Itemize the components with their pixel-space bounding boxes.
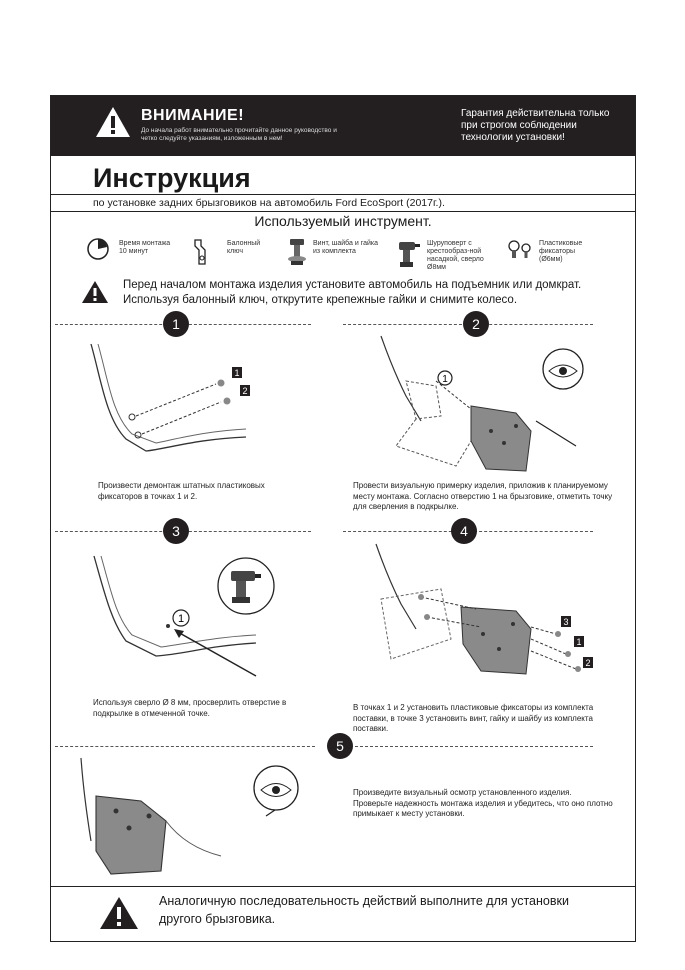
instruction-sheet <box>50 95 636 942</box>
step5-illustration <box>71 756 341 886</box>
step1-illustration <box>86 339 326 469</box>
eye-inspect-icon <box>254 766 298 810</box>
step-number: 5 <box>327 733 353 759</box>
tool-label: Винт, шайба и гайка из комплекта <box>313 240 379 255</box>
marker-label: 1 <box>442 374 448 385</box>
warning-triangle-icon <box>99 896 139 930</box>
tool-label: Время монтажа 10 минут <box>119 240 171 255</box>
step-caption: Произвести демонтаж штатных пластиковых фиксаторов в точках 1 и 2. <box>98 481 265 501</box>
subtitle-divider <box>51 211 635 212</box>
marker-badge <box>583 657 593 668</box>
step-caption: Произведите визуальный осмотр установленного изделия. Проверьте надежность монтажа изделия и убедитесь, что оно плотно примыкает к месту установки. <box>353 788 613 818</box>
tool-label: Пластиковые фиксаторы (Ø6мм) <box>539 240 583 263</box>
step-caption: Используя сверло Ø 8 мм, просверлить отверстие в подкрылке в отмеченной точке. <box>93 698 287 718</box>
clip-icon <box>507 238 533 260</box>
drill-icon <box>397 238 421 268</box>
step-caption: В точках 1 и 2 установить пластиковые фиксаторы из комплекта поставки, в точке 3 установить винт, гайку и шайбу из комплекта поставки. <box>353 703 594 733</box>
divider <box>355 746 593 747</box>
clock-icon <box>87 238 109 260</box>
marker-label: 2 <box>585 658 591 668</box>
step2-illustration <box>376 331 616 481</box>
title-divider <box>51 194 635 195</box>
step-number: 3 <box>163 518 189 544</box>
bolt-icon <box>287 238 307 266</box>
tools-title: Используемый инструмент. <box>254 213 432 229</box>
marker-badge <box>574 636 584 647</box>
step4-illustration <box>371 539 621 689</box>
step3-illustration <box>86 551 326 701</box>
final-note-text: Аналогичную последовательность действий выполните для установки другого брызговика. <box>159 894 569 926</box>
drill-icon <box>218 558 274 614</box>
eye-inspect-icon <box>543 349 583 389</box>
step-number: 1 <box>163 311 189 337</box>
guarantee-text: Гарантия действительна только при строгом соблюдении технологии установки! <box>461 108 610 143</box>
marker-label: 1 <box>576 637 582 647</box>
warning-triangle-icon <box>81 280 109 304</box>
marker-label: 1 <box>234 368 240 378</box>
tool-label: Шуруповерт с крестообраз-ной насадкой, сверло Ø8мм <box>427 240 484 271</box>
marker-label: 2 <box>242 386 248 396</box>
warning-banner <box>51 96 635 156</box>
tool-label: Балонный ключ <box>227 240 261 255</box>
marker-label: 3 <box>563 617 569 627</box>
step-number: 2 <box>463 311 489 337</box>
step-caption: Провести визуальную примерку изделия, приложив к планируемому месту монтажа. Согласно отверстию 1 на брызговике, отметить точку для сверления в подкрылке. <box>353 481 613 511</box>
marker-label: 1 <box>177 613 185 625</box>
pre-warning-text: Перед началом монтажа изделия установите автомобиль на подъемник или домкрат. Используя балонный ключ, открутите крепежные гайки и снимите колесо. <box>123 279 582 306</box>
warning-triangle-icon <box>95 106 131 138</box>
page-title: Инструкция <box>93 163 251 193</box>
banner-subtitle: До начала работ внимательно прочитайте данное руководство и четко следуйте указаниям, изложенным в нем! <box>141 127 337 142</box>
wrench-icon <box>191 238 213 266</box>
marker-badge <box>240 385 250 396</box>
marker-circle <box>173 610 189 626</box>
page-subtitle: по установке задних брызговиков на автомобиль Ford EcoSport (2017г.). <box>93 197 445 209</box>
step-number: 4 <box>451 518 477 544</box>
final-divider <box>51 886 635 887</box>
marker-circle <box>438 371 452 385</box>
divider <box>55 746 315 747</box>
marker-badge <box>232 367 242 378</box>
banner-title: ВНИМАНИЕ! <box>141 107 245 124</box>
marker-badge <box>561 616 571 627</box>
